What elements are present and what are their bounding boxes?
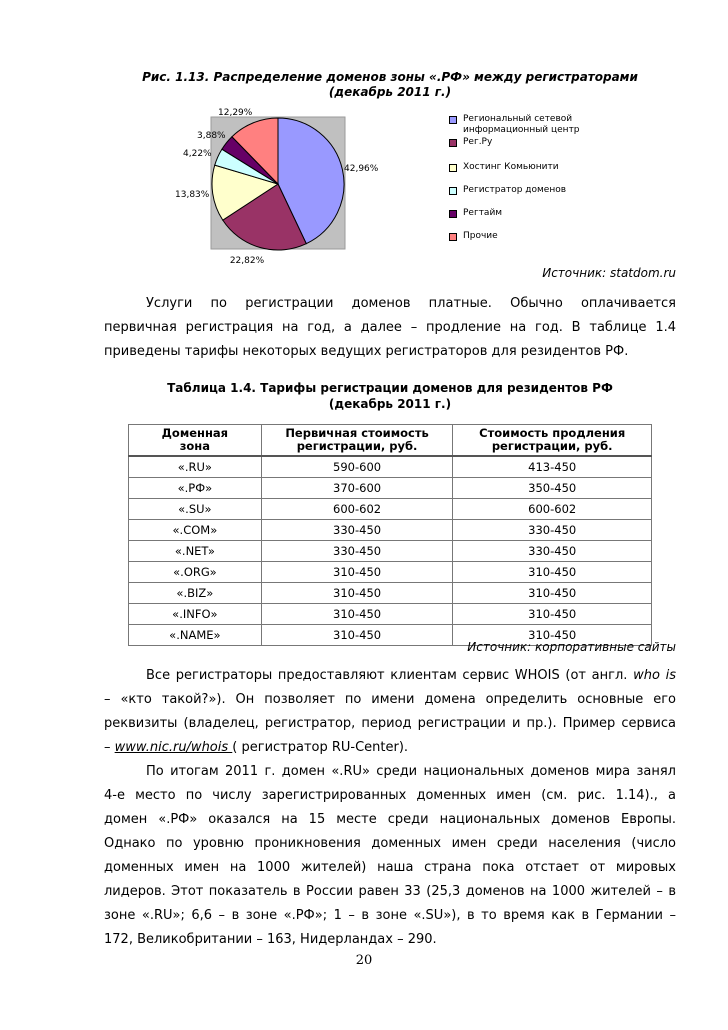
pie-chart [105,103,405,272]
cell-renewal: 330-450 [453,541,652,562]
header-renewal-cost-line2: регистрации, руб. [491,439,613,453]
legend-label-registrar: Регистратор доменов [463,185,567,195]
cell-renewal: 310-450 [453,583,652,604]
cell-initial: 310-450 [261,562,453,583]
table-row [129,478,652,499]
legend-swatch-regru [449,139,457,147]
pie-data-label-regru: 22,82% [229,256,265,266]
cell-zone: «.COM» [129,520,262,541]
paragraph-whois-line1 [104,664,676,688]
table-header-row [129,425,652,457]
legend-swatch-rsic [449,116,457,124]
page-number: 20 [355,953,373,968]
pie-data-label-other: 12,29% [218,108,253,118]
paragraph-ranking-line6: лидеров. Этот показатель в России равен 33 (25,3 доменов на 1000 жителей – в [104,884,676,899]
pie-data-label-registrar: 4,22% [183,149,212,159]
cell-renewal: 310-450 [453,604,652,625]
cell-initial: 310-450 [261,625,453,646]
legend-label-rsic [463,114,613,136]
table-row [129,562,652,583]
cell-zone: «.NET» [129,541,262,562]
cell-zone: «.INFO» [129,604,262,625]
cell-zone: «.SU» [129,499,262,520]
pie-chart-svg [105,103,405,268]
pie-data-label-hosting: 13,83% [175,190,210,200]
legend-swatch-other [449,233,457,241]
header-initial-cost [261,425,453,457]
legend-label-rsic-line1: Региональный сетевой [463,114,573,124]
tariff-table [128,424,652,646]
cell-renewal: 350-450 [453,478,652,499]
cell-initial: 310-450 [261,604,453,625]
whois-link[interactable]: www.nic.ru/whois [114,740,233,755]
figure-source: Источник: statdom.ru [542,266,676,280]
cell-zone: «.BIZ» [129,583,262,604]
paragraph-ranking-line5: доменных имен на 1000 жителей) наша страна пока отстает от мировых [104,860,676,875]
pie-data-label-regtime: 3,88% [197,131,226,141]
table-row [129,520,652,541]
cell-zone: «.NAME» [129,625,262,646]
paragraph-ranking-line4: Однако по уровню проникновения доменных имен среди населения (число [104,836,676,851]
table-caption [120,380,660,412]
paragraph-services-line2: первичная регистрация на год, а далее – продление на год. В таблице 1.4 [104,320,676,335]
legend-swatch-hosting [449,164,457,172]
legend-label-other: Прочие [463,231,498,241]
cell-initial: 330-450 [261,541,453,562]
cell-initial: 590-600 [261,456,453,478]
paragraph-services-line3: приведены тарифы некоторых ведущих регистраторов для резидентов РФ. [104,344,629,359]
whois-line1-italic: who is [633,668,677,683]
paragraph-ranking-line7: зоне «.RU»; 6,6 – в зоне «.РФ»; 1 – в зоне «.SU»), в то время как в Германии – [104,908,676,923]
paragraph-ranking [104,760,676,952]
table-caption-line1: Таблица 1.4. Тарифы регистрации доменов для резидентов РФ [167,381,613,395]
pie-data-label-rsic: 42,96% [344,164,379,174]
header-domain-zone-line2: зона [179,439,211,453]
table-row [129,499,652,520]
table-row [129,604,652,625]
paragraph-services-line1: Услуги по регистрации доменов платные. Обычно оплачивается [146,296,676,311]
figure-caption-line1: Рис. 1.13. Распределение доменов зоны «.РФ» между регистраторами [142,70,638,84]
paragraph-ranking-line3: домен «.РФ» оказался на 15 месте среди национальных доменов Европы. [104,812,676,827]
cell-renewal: 310-450 [453,625,652,646]
whois-line4-dash: – [104,740,115,755]
cell-zone: «.РФ» [129,478,262,499]
paragraph-ranking-line2: 4-е место по числу зарегистрированных доменных имен (см. рис. 1.14)., а [104,788,676,803]
paragraph-ranking-line1: По итогам 2011 г. домен «.RU» среди национальных доменов мира занял [146,764,676,779]
table-row [129,541,652,562]
paragraph-whois [104,664,676,760]
cell-renewal: 310-450 [453,562,652,583]
header-domain-zone [129,425,262,457]
paragraph-whois-line3: реквизиты (владелец, регистратор, период регистрации и пр.). Пример сервиса [104,716,676,731]
cell-renewal: 413-450 [453,456,652,478]
legend-label-regru: Рег.Ру [463,137,493,147]
cell-zone: «.ORG» [129,562,262,583]
cell-initial: 370-600 [261,478,453,499]
paragraph-services [104,292,676,364]
legend-swatch-registrar [449,187,457,195]
table-source: Источник: корпоративные сайты [467,640,676,654]
cell-initial: 310-450 [261,583,453,604]
legend-label-rsic-line2: информационный центр [463,125,580,135]
cell-renewal: 600-602 [453,499,652,520]
header-initial-cost-line1: Первичная стоимость [285,426,429,440]
legend-label-hosting: Хостинг Комьюнити [463,162,559,172]
cell-renewal: 330-450 [453,520,652,541]
header-renewal-cost [453,425,652,457]
cell-initial: 330-450 [261,520,453,541]
whois-line4-end: ( регистратор RU-Center). [232,740,409,755]
header-initial-cost-line2: регистрации, руб. [296,439,418,453]
header-domain-zone-line1: Доменная [161,426,229,440]
table-row [129,456,652,478]
legend-swatch-regtime [449,210,457,218]
figure-caption [100,70,680,100]
header-renewal-cost-line1: Стоимость продления [479,426,626,440]
cell-zone: «.RU» [129,456,262,478]
legend-label-regtime: Регтайм [463,208,503,218]
table-caption-line2: (декабрь 2011 г.) [328,397,452,411]
table-row [129,583,652,604]
paragraph-ranking-line8: 172, Великобритании – 163, Нидерландах – 290. [104,932,437,947]
whois-line1-text: Все регистраторы предоставляют клиентам сервис WHOIS (от англ. [146,668,634,683]
figure-caption-line2: (декабрь 2011 г.) [328,85,452,99]
paragraph-whois-line2: – «кто такой?»). Он позволяет по имени домена определить основные его [104,692,676,707]
paragraph-whois-line4 [104,736,676,760]
cell-initial: 600-602 [261,499,453,520]
